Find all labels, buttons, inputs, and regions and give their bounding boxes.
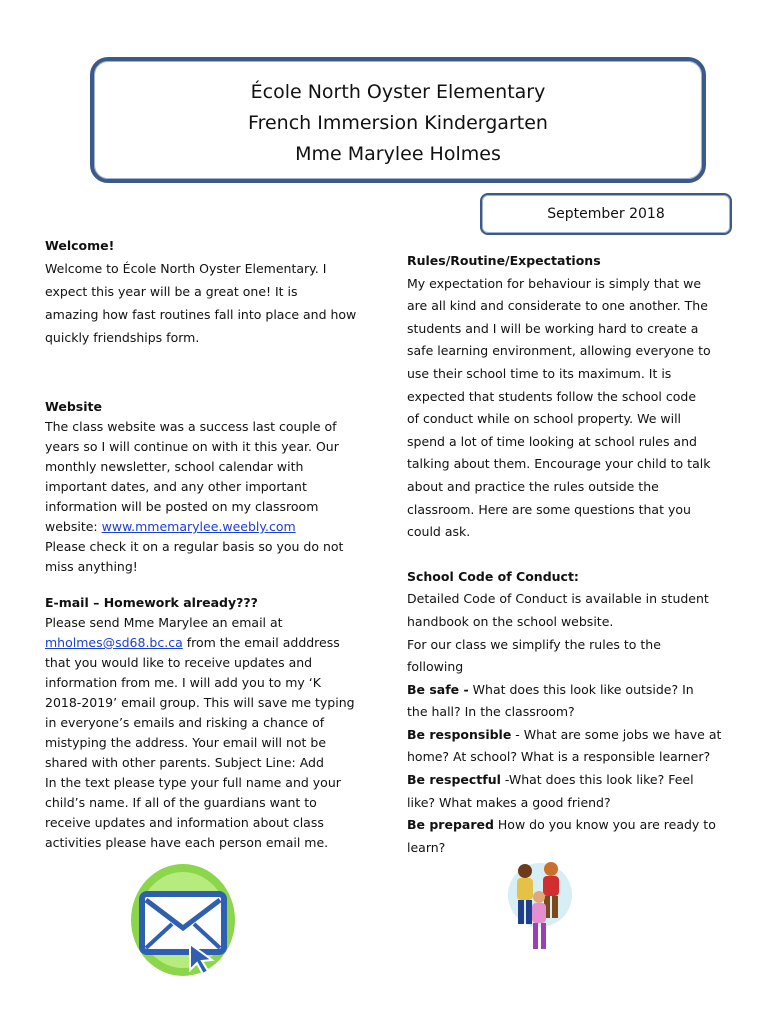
be-safe-label: Be safe -: [407, 681, 469, 697]
be-prepared-text: How do you know you are ready to: [493, 817, 716, 833]
text-line: that you would like to receive updates and: [45, 655, 313, 670]
text-line: quickly friendships form.: [45, 330, 200, 345]
text-line: in everyone’s emails and risking a chance of: [45, 715, 325, 730]
text-line: shared with other parents. Subject Line: Add: [45, 755, 324, 770]
email-envelope-icon: [128, 862, 238, 982]
text-line: information from me. I will add you to my ‘K: [45, 675, 321, 690]
text-line: important dates, and any other important: [45, 479, 307, 494]
text-line: about and practice the rules outside the: [407, 478, 659, 494]
email-link[interactable]: mholmes@sd68.bc.ca: [45, 635, 183, 650]
text-line: safe learning environment, allowing everyone to: [407, 343, 711, 359]
text-line: classroom. Here are some questions that you: [407, 501, 691, 517]
be-respectful-text: -What does this look like? Feel: [500, 772, 694, 788]
left-column: [45, 234, 375, 853]
text-line: following: [407, 659, 464, 675]
text-line: Welcome to École North Oyster Elementary. I: [45, 261, 327, 276]
text-line: In the text please type your full name and your: [45, 775, 341, 790]
text-line: information will be posted on my classroom: [45, 499, 319, 514]
text-line: expect this year will be a great one! It is: [45, 284, 298, 299]
website-link[interactable]: www.mmemarylee.weebly.com: [101, 519, 296, 534]
text-line: For our class we simplify the rules to the: [407, 636, 661, 652]
text-line: monthly newsletter, school calendar with: [45, 459, 304, 474]
be-safe-line: [407, 679, 732, 702]
be-safe-text: What does this look like outside? In: [468, 681, 694, 697]
welcome-paragraph: [45, 257, 375, 349]
text-line: of conduct while on school property. We will: [407, 411, 682, 427]
text-line: could ask.: [407, 524, 471, 540]
text-line: handbook on the school website.: [407, 613, 614, 629]
header-box: [90, 57, 706, 183]
text-line: like? What makes a good friend?: [407, 794, 611, 810]
rules-heading: Rules/Routine/Expectations: [407, 253, 601, 268]
website-line: [45, 517, 375, 537]
text-line: mistyping the address. Your email will not be: [45, 735, 327, 750]
text-line: students and I will be working hard to create a: [407, 320, 699, 336]
text-line: are all kind and considerate to one another. The: [407, 298, 708, 314]
text-line: child’s name. If all of the guardians want to: [45, 795, 317, 810]
be-prepared-line: [407, 814, 732, 837]
text-line: The class website was a success last couple of: [45, 419, 337, 434]
program-name: French Immersion Kindergarten: [248, 112, 548, 134]
code-heading: School Code of Conduct:: [407, 568, 579, 584]
be-respectful-label: Be respectful: [407, 772, 501, 788]
website-prefix: website:: [45, 519, 102, 534]
school-name: École North Oyster Elementary: [250, 81, 546, 103]
text-line: years so I will continue on with it this year. Our: [45, 439, 339, 454]
children-playing-icon: [505, 855, 575, 959]
text-line: the hall? In the classroom?: [407, 704, 575, 720]
email-section: [45, 593, 375, 853]
text-line: learn?: [407, 839, 446, 855]
be-responsible-line: [407, 724, 732, 747]
teacher-name: Mme Marylee Holmes: [295, 143, 501, 165]
text-line: Please send Mme Marylee an email at: [45, 615, 283, 630]
be-responsible-text: - What are some jobs we have at: [511, 726, 722, 742]
website-heading: Website: [45, 399, 102, 414]
text-line: miss anything!: [45, 559, 138, 574]
text-line: receive updates and information about class: [45, 815, 324, 830]
be-respectful-line: [407, 769, 732, 792]
be-responsible-label: Be responsible: [407, 726, 512, 742]
be-prepared-label: Be prepared: [407, 817, 494, 833]
email-heading: E-mail – Homework already???: [45, 595, 258, 610]
welcome-heading: Welcome!: [45, 238, 115, 253]
text-line: spend a lot of time looking at school rules and: [407, 433, 697, 449]
text-line: use their school time to its maximum. It is: [407, 365, 672, 381]
date-box: September 2018: [480, 193, 732, 235]
text-line: amazing how fast routines fall into place and how: [45, 307, 357, 322]
text-line: Detailed Code of Conduct is available in student: [407, 591, 709, 607]
email-line: [45, 633, 375, 653]
text-line: expected that students follow the school code: [407, 388, 697, 404]
website-section: [45, 397, 375, 577]
text-line: 2018-2019’ email group. This will save me typing: [45, 695, 355, 710]
email-link-after: from the email adddress: [182, 635, 340, 650]
text-line: My expectation for behaviour is simply that we: [407, 275, 702, 291]
text-line: Please check it on a regular basis so you do not: [45, 539, 344, 554]
text-line: activities please have each person email me.: [45, 835, 329, 850]
text-line: talking about them. Encourage your child to talk: [407, 456, 711, 472]
text-line: home? At school? What is a responsible learner?: [407, 749, 711, 765]
right-column: [407, 250, 732, 859]
